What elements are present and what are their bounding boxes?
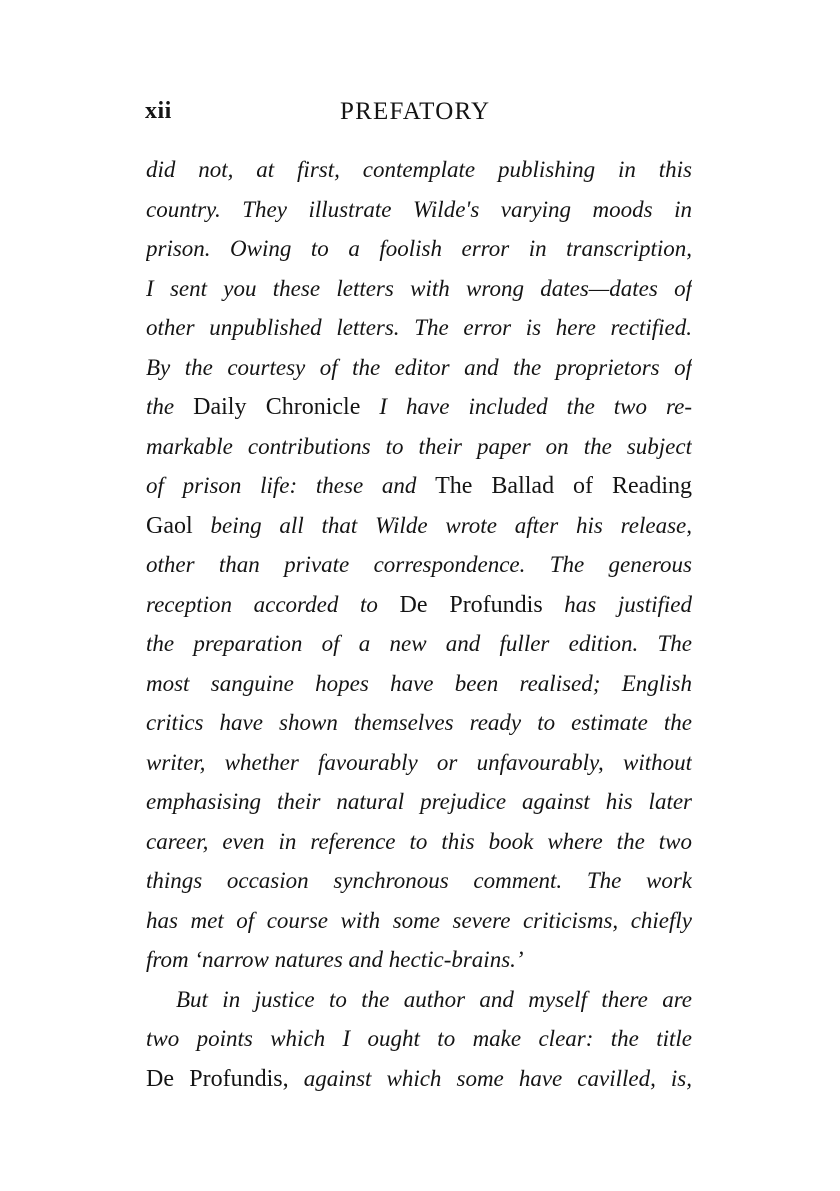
text-line [146, 269, 692, 309]
text-line [146, 861, 692, 901]
text-line [146, 664, 692, 704]
text-line [146, 703, 692, 743]
text-run: the preparation of a new and fuller edition. The [146, 631, 692, 656]
text-line [146, 822, 692, 862]
text-line [146, 1059, 692, 1099]
text-line [146, 348, 692, 388]
text-line [146, 980, 692, 1020]
body-text [146, 150, 692, 1098]
running-head: PREFATORY [340, 98, 491, 125]
text-line [146, 506, 692, 546]
text-run: career, even in reference to this book where the two [146, 828, 692, 854]
text-run: other than private correspondence. The generous [146, 552, 692, 577]
text-line [146, 427, 692, 467]
text-run: I sent you these letters with wrong dates—dates of [146, 275, 692, 301]
text-run: the [146, 394, 194, 419]
text-run: against which some have cavilled, is, [288, 1065, 692, 1091]
title-reference: De Profundis [399, 591, 543, 618]
text-line [146, 1019, 692, 1059]
text-line [146, 585, 692, 625]
text-run: other unpublished letters. The error is here rectified. [146, 315, 692, 340]
text-run: But in justice to the author and myself there are [176, 986, 692, 1012]
text-run: writer, whether favourably or unfavourably, without [146, 749, 692, 775]
text-line [146, 150, 692, 190]
text-line [146, 782, 692, 822]
text-run: has met of course with some severe criticisms, chiefly [146, 907, 692, 933]
text-run: things occasion synchronous comment. The work [146, 868, 692, 893]
text-line [146, 624, 692, 664]
title-reference: Gaol [146, 512, 193, 539]
text-run: reception accorded to [146, 591, 400, 617]
text-run: two points which I ought to make clear: the title [146, 1026, 692, 1051]
page-number: xii [145, 98, 172, 124]
text-run: emphasising their natural prejudice against his later [146, 789, 692, 814]
text-run: has justified [542, 591, 692, 617]
text-run: prison. Owing to a foolish error in transcription, [146, 236, 692, 261]
text-run: markable contributions to their paper on the subject [146, 433, 692, 459]
text-line [146, 190, 692, 230]
text-line [146, 466, 692, 506]
text-line [146, 940, 692, 980]
title-reference: The Ballad of Reading [435, 473, 692, 499]
text-line [146, 229, 692, 269]
text-run: of prison life: these and [146, 473, 436, 498]
text-run: most sanguine hopes have been realised; English [146, 670, 692, 696]
page-header [145, 98, 695, 132]
text-run: critics have shown themselves ready to estimate the [146, 710, 692, 735]
text-line [146, 901, 692, 941]
title-reference: Daily Chronicle [193, 394, 361, 420]
text-line [146, 743, 692, 783]
text-line [146, 308, 692, 348]
text-line [146, 387, 692, 427]
text-run: from ‘narrow natures and hectic-brains.’ [146, 947, 524, 972]
text-run: did not, at first, contemplate publishing in this [146, 157, 692, 182]
text-line [146, 545, 692, 585]
text-run: I have included the two re- [360, 394, 692, 419]
text-run: country. They illustrate Wilde's varying moods in [146, 196, 692, 222]
text-run: By the courtesy of the editor and the proprietors of [146, 354, 692, 380]
text-run: being all that Wilde wrote after his release, [192, 512, 692, 538]
title-reference: De Profundis, [146, 1065, 289, 1092]
